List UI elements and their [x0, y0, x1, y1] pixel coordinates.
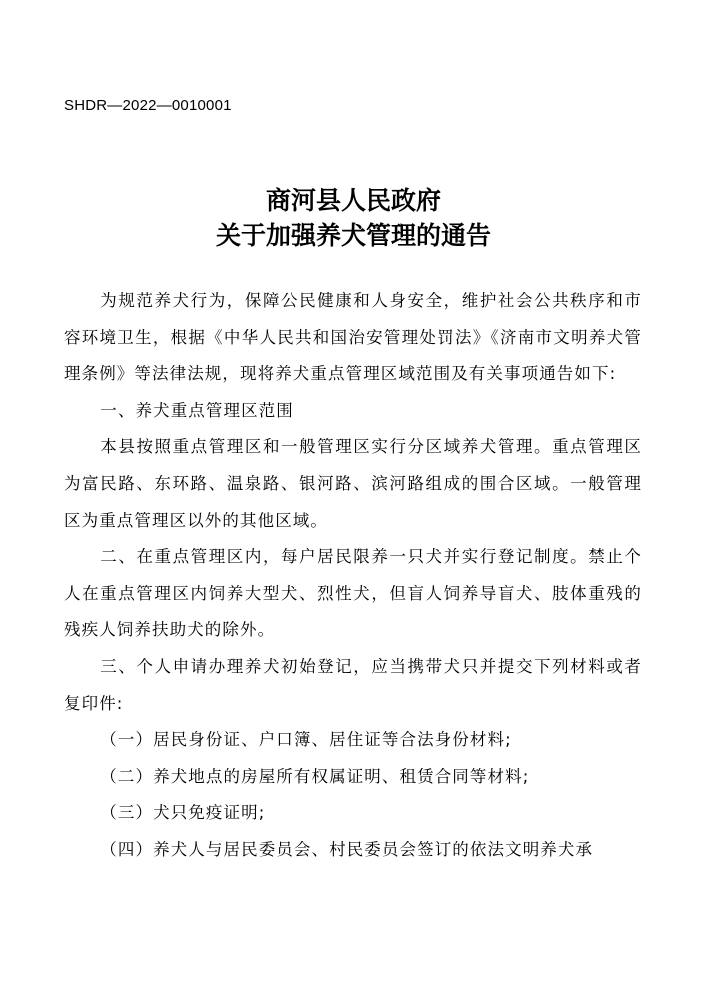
document-number: SHDR—2022—0010001 [64, 97, 232, 114]
section-2-paragraph: 二、在重点管理区内，每户居民限养一只犬并实行登记制度。禁止个人在重点管理区内饲养大型犬、烈性犬，但盲人饲养导盲犬、肢体重残的残疾人饲养扶助犬的除外。 [64, 547, 642, 640]
list-item-3: （三）犬只免疫证明; [100, 803, 266, 823]
document-title-line-1: 商河县人民政府 [265, 186, 441, 215]
section-3-paragraph: 三、个人申请办理养犬初始登记，应当携带犬只并提交下列材料或者复印件: [64, 656, 642, 713]
document-title-line-2: 关于加强养犬管理的通告 [215, 221, 491, 250]
intro-paragraph: 为规范养犬行为，保障公民健康和人身安全，维护社会公共秩序和市容环境卫生，根据《中华人民共和国治安管理处罚法》《济南市文明养犬管理条例》等法律法规，现将养犬重点管理区域范围及有关事项通告如下: [64, 291, 642, 384]
list-item-1: （一）居民身份证、户口簿、居住证等合法身份材料; [100, 730, 512, 750]
section-1-paragraph: 本县按照重点管理区和一般管理区实行分区域养犬管理。重点管理区为富民路、东环路、温泉路、银河路、滨河路组成的围合区域。一般管理区为重点管理区以外的其他区域。 [64, 437, 642, 530]
section-1-heading: 一、养犬重点管理区范围 [100, 400, 294, 420]
document-body [64, 283, 642, 869]
list-item-2: （二）养犬地点的房屋所有权属证明、租赁合同等材料; [100, 766, 530, 786]
list-item-4: （四）养犬人与居民委员会、村民委员会签订的依法文明养犬承 [100, 839, 594, 859]
